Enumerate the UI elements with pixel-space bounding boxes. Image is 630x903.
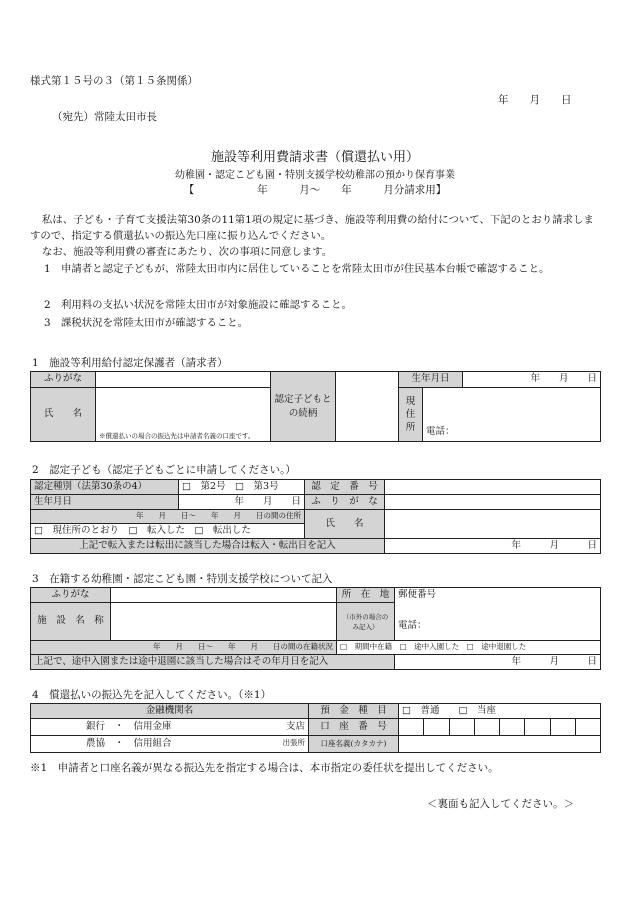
section-2-heading: 2 認定子ども（認定子どもごとに申請してください。）	[32, 464, 296, 476]
section-4-heading: 4 償還払いの振込先を記入してください。（※1）	[32, 689, 272, 701]
relation-field[interactable]	[336, 372, 399, 442]
cert-number-label: 認 定 番 号	[305, 480, 385, 495]
account-digit-cell[interactable]	[525, 719, 550, 736]
addressee: （宛先）常陸太田市長	[52, 111, 157, 123]
postal-code-label: 郵便番号	[398, 589, 437, 600]
branch-label: 支店	[285, 720, 305, 732]
account-digit-cell[interactable]	[500, 719, 525, 736]
back-side-note: ＜裏面も記入してください。＞	[427, 798, 574, 810]
declaration-paragraph: 私は、子ども・子育て支援法第30条の11第1項の規定に基づき、施設等利用費の給付について、下記のとおり請求しますので、指定する償還払いの振込先口座に振り込んでください。	[30, 214, 594, 242]
facility-name-field[interactable]	[111, 603, 337, 641]
move-date-field[interactable]: 年 月 日	[385, 539, 601, 554]
account-name-field[interactable]	[399, 736, 601, 753]
facility-name-label: 施 設 名 称	[31, 603, 111, 641]
facility-tel-label: 電話：	[398, 620, 427, 632]
account-digit-cell[interactable]	[575, 719, 600, 736]
account-name-label: 口座名義(カタカナ)	[309, 736, 399, 753]
section-4-table	[30, 703, 601, 753]
consent-intro: なお、施設等利用費の審査にあたり、次の事項に同意します。	[42, 246, 333, 258]
guardian-name-field[interactable]	[96, 388, 271, 442]
claim-period: 【 年 月～ 年 月分請求用】	[183, 184, 447, 196]
enrollment-period-label: 年 月 日～ 年 月 日の間の在籍状況	[31, 641, 337, 655]
address-period-label: 年 月 日～ 年 月 日の間の住所	[31, 510, 305, 524]
guardian-tel-label: 電話：	[426, 425, 455, 437]
address-status-checkboxes[interactable]: □ 現住所のとおり □ 転入した □ 転出した	[31, 524, 305, 539]
guardian-birth-label: 生年月日	[399, 372, 463, 388]
footnote: ※1 申請者と口座名義が異なる振込先を指定する場合は、本市指定の委任状を提出してください。	[30, 762, 499, 774]
facility-furigana-field[interactable]	[111, 588, 337, 603]
child-furigana-field[interactable]	[385, 495, 601, 510]
cert-kind-checkboxes[interactable]: □ 第2号 □ 第3号	[179, 480, 305, 495]
section-3-heading: 3 在籍する幼稚園・認定こども園・特別支援学校について記入	[32, 573, 333, 585]
cert-number-field[interactable]	[385, 480, 601, 495]
bank-type-options-1: 銀行 ・ 信用金庫	[86, 720, 172, 732]
bank-name-header: 金融機関名	[31, 704, 309, 719]
move-date-note: 上記で転入または転出に該当した場合は転入・転出日を記入	[31, 539, 385, 554]
account-number-label: 口 座 番 号	[309, 719, 399, 736]
section-2-table	[30, 479, 601, 554]
deposit-type-label: 預 金 種 目	[309, 704, 399, 719]
child-name-field[interactable]	[385, 510, 601, 539]
cert-kind-label: 認定種別（法第30条の4）	[31, 480, 179, 495]
child-name-label: 氏 名	[305, 510, 385, 539]
relation-label: 認定子どもとの続柄	[271, 372, 336, 442]
deposit-type-checkboxes[interactable]: □ 普通 □ 当座	[399, 704, 601, 719]
section-3-table	[30, 587, 601, 670]
guardian-address-label: 現住所	[399, 388, 423, 442]
guardian-address-field[interactable]	[423, 388, 601, 442]
child-furigana-label: ふ り が な	[305, 495, 385, 510]
form-number: 様式第１５号の３（第１５条関係）	[30, 75, 198, 87]
bank-type-row-1[interactable]	[31, 719, 309, 736]
location-note: （市外の場合のみ記入）	[337, 603, 395, 641]
bank-type-row-2[interactable]	[31, 736, 309, 753]
account-digit-cell[interactable]	[424, 719, 449, 736]
account-digit-cell[interactable]	[550, 719, 575, 736]
enrollment-change-date[interactable]: 年 月 日	[395, 655, 601, 670]
bank-type-options-2: 農協 ・ 信用組合	[86, 737, 172, 749]
guardian-birth-field[interactable]: 年 月 日	[463, 372, 601, 388]
section-1-heading: 1 施設等利用給付認定保護者（請求者）	[32, 357, 228, 369]
date-line: 年 月 日	[498, 94, 572, 106]
page-title: 施設等利用費請求書（償還払い用）	[210, 150, 419, 165]
account-digit-cell[interactable]	[399, 719, 424, 736]
account-digit-cell[interactable]	[449, 719, 474, 736]
account-digit-cell[interactable]	[474, 719, 499, 736]
facility-location-field[interactable]	[395, 588, 601, 641]
facility-furigana-label: ふりがな	[31, 588, 111, 603]
page-subtitle: 幼稚園・認定こども園・特別支援学校幼稚部の預かり保育事業	[175, 170, 455, 181]
consent-item-3: 3 課税状況を常陸太田市が確認すること。	[44, 317, 249, 329]
guardian-name-label: 氏 名	[31, 388, 96, 442]
guardian-furigana-field[interactable]	[96, 372, 271, 388]
child-birth-field[interactable]: 年 月 日	[179, 495, 305, 510]
enrollment-change-note: 上記で、途中入園または途中退園に該当した場合はその年月日を記入	[31, 655, 395, 670]
consent-item-2: 2 利用料の支払い状況を常陸太田市が対象施設に確認すること。	[44, 299, 352, 311]
consent-item-1: 1 申請者と認定子どもが、常陸太田市内に居住していることを常陸太田市が住民基本台帳で確認すること。	[44, 263, 550, 275]
sub-branch-label: 出張所	[282, 737, 305, 747]
enrollment-status-checkboxes[interactable]: □ 期間中在籍 □ 途中入園した □ 途中退園した	[337, 641, 601, 655]
section-1-table	[30, 371, 601, 442]
bank-account-note: ※償還払いの場合の振込先は申請者名義の口座です。	[99, 431, 255, 440]
facility-location-label: 所 在 地	[337, 588, 395, 603]
guardian-furigana-label: ふりがな	[31, 372, 96, 388]
child-birth-label: 生年月日	[31, 495, 179, 510]
